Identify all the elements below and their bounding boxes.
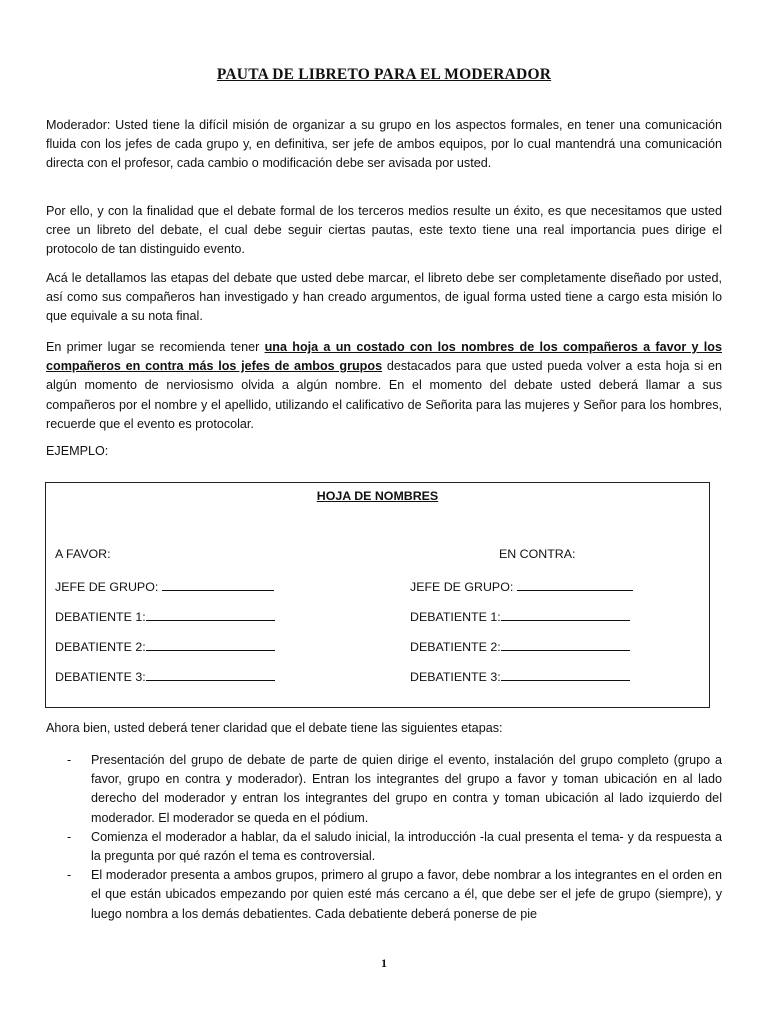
- favor-debater1-label: DEBATIENTE 1:: [55, 610, 146, 624]
- list-item: [46, 828, 722, 866]
- intro-paragraph: Moderador: Usted tiene la difícil misión de organizar a su grupo en los aspectos formales, en tener una comunicación fluida con los jefes de cada grupo y, en definitiva, ser jefe de ambos equipos, por lo cual mantendrá una comunicación directa con el profesor, cada cambio o modificación debe ser avisada por usted.: [46, 118, 722, 171]
- recommendation-text-start: En primer lugar se recomienda tener: [46, 340, 265, 354]
- list-dash: -: [67, 829, 72, 844]
- favor-debater3-label: DEBATIENTE 3:: [55, 670, 146, 684]
- name-sheet-title: HOJA DE NOMBRES: [316, 489, 439, 503]
- page-number: 1: [381, 956, 387, 970]
- contra-leader-row: [410, 578, 633, 594]
- stage-text: Presentación del grupo de debate de parte de quien dirige el evento, instalación del grupo completo (grupo a favor, grupo en contra y moderador). Entran los integrantes del grupo a favor y toman ubicación en al lado derecho del moderador y entran los integrantes del grupo en contra y toman ubicación al lado izquierdo del moderador. El moderador se queda en el pódium.: [91, 753, 722, 825]
- favor-debater2-blank[interactable]: [146, 638, 275, 651]
- favor-debater3-row: [55, 668, 275, 684]
- favor-debater2-label: DEBATIENTE 2:: [55, 640, 146, 654]
- list-dash: -: [67, 753, 72, 767]
- recommendation-paragraph: [46, 338, 722, 434]
- favor-header: A FAVOR:: [55, 547, 111, 561]
- favor-debater1-blank[interactable]: [146, 608, 275, 621]
- favor-debater3-blank[interactable]: [146, 668, 275, 681]
- name-sheet-box: [45, 482, 710, 708]
- favor-debater1-row: [55, 608, 275, 624]
- list-item: [46, 866, 722, 924]
- contra-leader-blank[interactable]: [517, 578, 633, 591]
- list-item: [46, 751, 722, 828]
- contra-header: EN CONTRA:: [499, 547, 576, 561]
- list-dash: -: [67, 868, 72, 883]
- contra-debater2-blank[interactable]: [501, 638, 630, 651]
- stage-text: Comienza el moderador a hablar, da el saludo inicial, la introducción -la cual presenta el tema- y da respuesta a la pregunta por qué razón el tema es controversial.: [91, 829, 722, 864]
- favor-leader-row: [55, 578, 274, 594]
- stages-paragraph: Acá le detallamos las etapas del debate que usted debe marcar, el libreto debe ser completamente diseñado por usted, así como sus compañeros han investigado y han creado argumentos, de igual forma usted tiene a cargo esta misión lo que equivale a su nota final.: [46, 271, 722, 324]
- favor-debater2-row: [55, 638, 275, 654]
- page-title: PAUTA DE LIBRETO PARA EL MODERADOR: [216, 66, 552, 83]
- recommendation-highlight: una hoja a un costado con los nombres de los compañeros a favor y los compañeros en contra más los jefes de ambos grupos: [46, 340, 722, 374]
- contra-debater3-blank[interactable]: [501, 668, 630, 681]
- purpose-paragraph: Por ello, y con la finalidad que el debate formal de los terceros medios resulte un éxito, es que necesitamos que usted cree un libreto del debate, el cual debe seguir ciertas pautas, este texto tiene una real importancia pues dirige el protocolo de tan distinguido evento.: [46, 204, 722, 257]
- favor-leader-blank[interactable]: [162, 578, 274, 591]
- contra-debater3-label: DEBATIENTE 3:: [410, 670, 501, 684]
- stages-intro: Ahora bien, usted deberá tener claridad que el debate tiene las siguientes etapas:: [46, 721, 503, 735]
- stage-text: El moderador presenta a ambos grupos, primero al grupo a favor, debe nombrar a los integrantes en el orden en el que están ubicados empezando por quien esté más cercano a él, que debe ser el jefe de grupo (siempre), y luego nombra a los demás debatientes. Cada debatiente deberá ponerse de pie: [91, 868, 722, 921]
- favor-leader-label: JEFE DE GRUPO:: [55, 580, 162, 594]
- contra-debater2-row: [410, 638, 630, 654]
- example-label: EJEMPLO:: [46, 444, 109, 458]
- recommendation-text-end: destacados para que usted pueda volver a esta hoja si en algún momento de nerviosismo olvida a algún nombre. En el momento del debate usted deberá llamar a sus compañeros por el nombre y el apellido, utilizando el calificativo de Señorita para las mujeres y Señor para los hombres, recuerde que el evento es protocolar.: [46, 359, 723, 431]
- contra-debater1-label: DEBATIENTE 1:: [410, 610, 501, 624]
- contra-debater3-row: [410, 668, 630, 684]
- stages-list: [46, 751, 722, 924]
- contra-debater1-row: [410, 608, 630, 624]
- contra-leader-label: JEFE DE GRUPO:: [410, 580, 517, 594]
- contra-debater1-blank[interactable]: [501, 608, 630, 621]
- contra-debater2-label: DEBATIENTE 2:: [410, 640, 501, 654]
